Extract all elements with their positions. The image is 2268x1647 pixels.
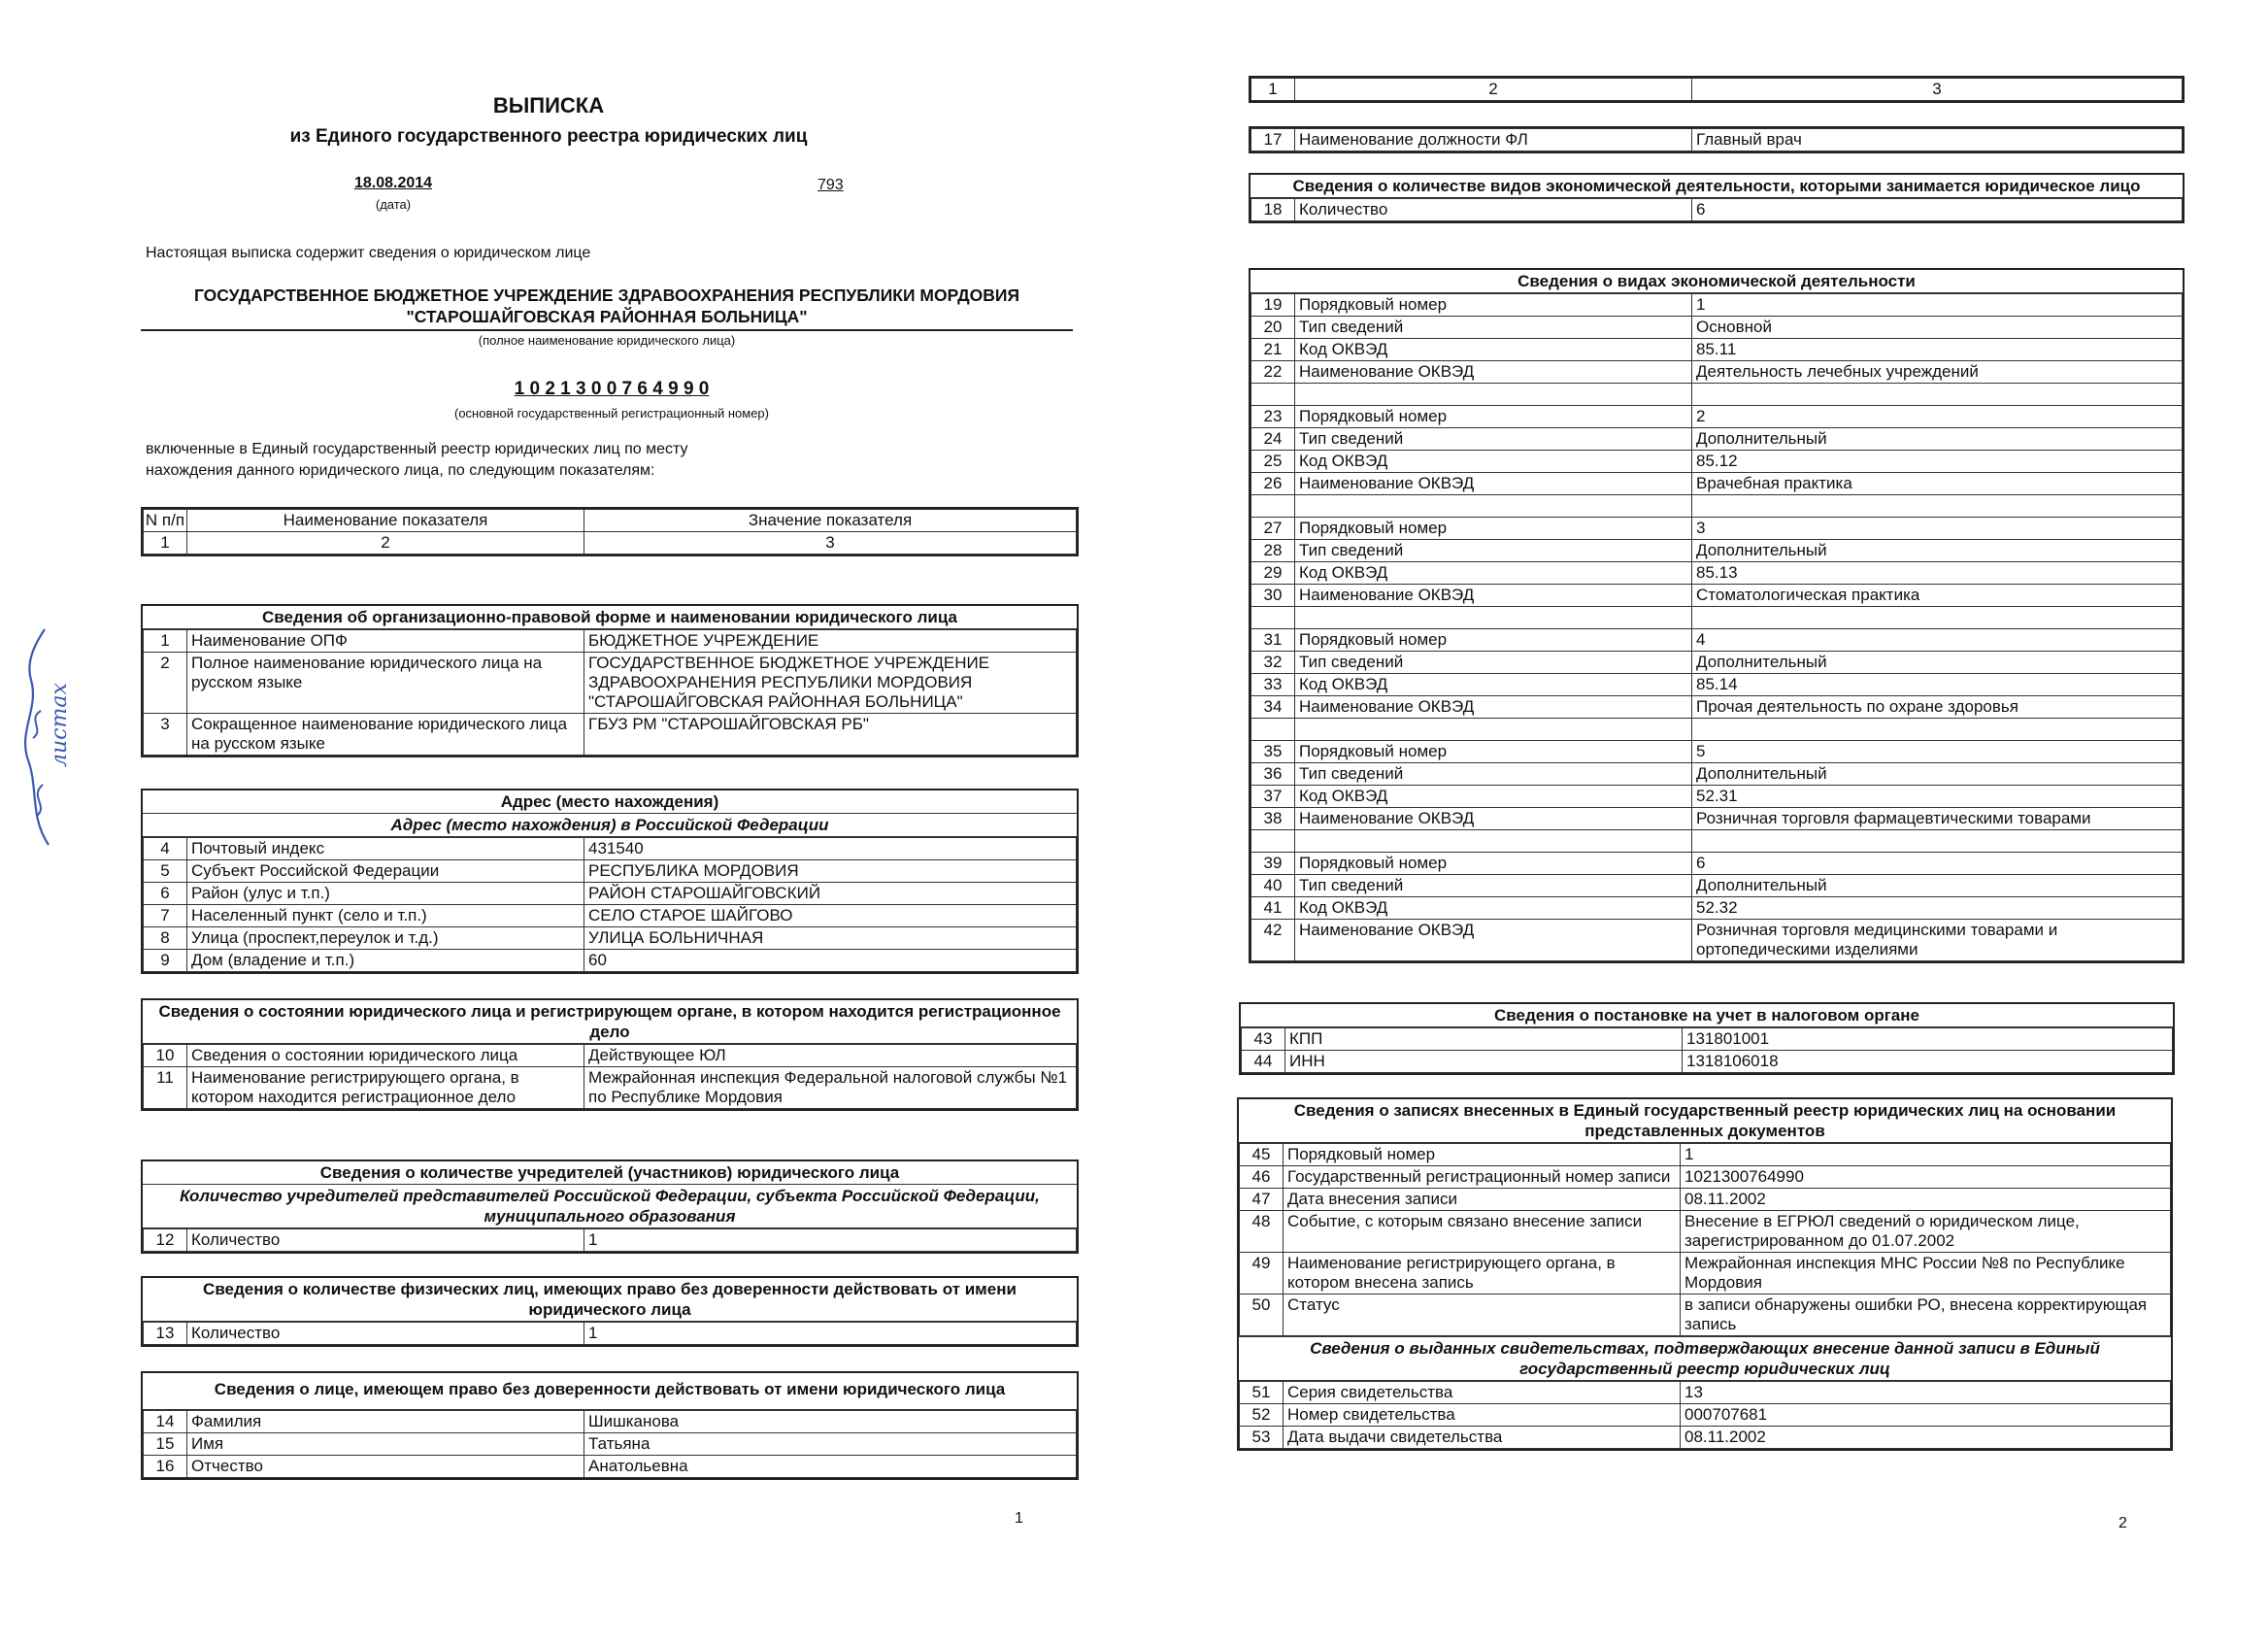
row-number: 17 bbox=[1251, 129, 1295, 151]
spacer-cell bbox=[1692, 719, 2183, 741]
section-activity-count bbox=[1249, 173, 2185, 223]
row-name: Код ОКВЭД bbox=[1295, 674, 1692, 696]
row-value: РЕСПУБЛИКА МОРДОВИЯ bbox=[584, 860, 1077, 883]
row-number: 43 bbox=[1242, 1028, 1285, 1051]
row-value: 08.11.2002 bbox=[1681, 1189, 2171, 1211]
row-value: 52.31 bbox=[1692, 786, 2183, 808]
table-row bbox=[1240, 1404, 2171, 1427]
row-number: 29 bbox=[1251, 562, 1295, 585]
row-number: 3 bbox=[144, 714, 187, 756]
row-name: Субъект Российской Федерации bbox=[187, 860, 584, 883]
section-title: Сведения о состоянии юридического лица и регистрирующем органе, в котором находится регистрационное дело bbox=[143, 1000, 1077, 1044]
row-name: Тип сведений bbox=[1295, 652, 1692, 674]
row-name: Наименование регистрирующего органа, в котором внесена запись bbox=[1284, 1253, 1681, 1294]
header-n: N п/п bbox=[144, 510, 187, 532]
row-value: 1 bbox=[1681, 1144, 2171, 1166]
header-value: Значение показателя bbox=[584, 510, 1077, 532]
row-number: 53 bbox=[1240, 1427, 1284, 1449]
row-number: 37 bbox=[1251, 786, 1295, 808]
row-name: Наименование ОКВЭД bbox=[1295, 585, 1692, 607]
intro-text: Настоящая выписка содержит сведения о юридическом лице bbox=[146, 245, 591, 261]
row-number: 5 bbox=[144, 860, 187, 883]
row-value: 85.12 bbox=[1692, 451, 2183, 473]
row-value: 13 bbox=[1681, 1382, 2171, 1404]
row-name: Наименование ОКВЭД bbox=[1295, 920, 1692, 961]
org-caption: (полное наименование юридического лица) bbox=[478, 333, 736, 348]
included-line1: включенные в Единый государственный реестр юридических лиц по месту bbox=[146, 441, 688, 457]
table-row bbox=[144, 927, 1077, 950]
row-number: 2 bbox=[144, 653, 187, 714]
row-value: 52.32 bbox=[1692, 897, 2183, 920]
section-title: Сведения о видах экономической деятельности bbox=[1251, 270, 2183, 293]
row-name: Код ОКВЭД bbox=[1295, 897, 1692, 920]
row-number: 26 bbox=[1251, 473, 1295, 495]
table-row bbox=[1251, 562, 2183, 585]
ogrn: 1 0 2 1 3 0 0 7 6 4 9 9 0 bbox=[514, 379, 710, 399]
row-name: Тип сведений bbox=[1295, 540, 1692, 562]
doc-title: ВЫПИСКА bbox=[492, 93, 605, 118]
table-row bbox=[144, 950, 1077, 972]
row-number: 46 bbox=[1240, 1166, 1284, 1189]
row-name: Порядковый номер bbox=[1295, 518, 1692, 540]
spacer-row bbox=[1251, 607, 2183, 629]
row-name: Порядковый номер bbox=[1295, 741, 1692, 763]
table-row bbox=[1251, 518, 2183, 540]
row-number: 13 bbox=[144, 1323, 187, 1345]
row-number: 34 bbox=[1251, 696, 1295, 719]
section-title: Сведения о лице, имеющем право без доверенности действовать от имени юридического лица bbox=[143, 1373, 1077, 1410]
row-name: Наименование должности ФЛ bbox=[1295, 129, 1692, 151]
row-number: 51 bbox=[1240, 1382, 1284, 1404]
doc-number: 793 bbox=[817, 177, 844, 193]
row-number: 15 bbox=[144, 1433, 187, 1456]
header-name: Наименование показателя bbox=[187, 510, 584, 532]
row-number: 35 bbox=[1251, 741, 1295, 763]
handwritten-text: листах bbox=[48, 683, 72, 767]
row-name: Почтовый индекс bbox=[187, 838, 584, 860]
activities-table bbox=[1251, 293, 2183, 961]
row-value: 1 bbox=[584, 1229, 1077, 1252]
spacer-cell bbox=[1295, 384, 1692, 406]
table-row bbox=[1251, 317, 2183, 339]
section-title: Сведения о постановке на учет в налоговом органе bbox=[1241, 1004, 2173, 1027]
table-row bbox=[1251, 741, 2183, 763]
table-row bbox=[144, 714, 1077, 756]
row-number: 39 bbox=[1251, 853, 1295, 875]
row-name: Количество bbox=[187, 1323, 584, 1345]
row-value: ГБУЗ РМ "СТАРОШАЙГОВСКАЯ РБ" bbox=[584, 714, 1077, 756]
row-value: РАЙОН СТАРОШАЙГОВСКИЙ bbox=[584, 883, 1077, 905]
row-name: Код ОКВЭД bbox=[1295, 786, 1692, 808]
row-value: Главный врач bbox=[1692, 129, 2183, 151]
row-value: 2 bbox=[1692, 406, 2183, 428]
row-number: 40 bbox=[1251, 875, 1295, 897]
table-row bbox=[1240, 1294, 2171, 1336]
row-value: 85.13 bbox=[1692, 562, 2183, 585]
doc-subtitle: из Единого государственного реестра юридических лиц bbox=[289, 126, 808, 147]
spacer-row bbox=[1251, 830, 2183, 853]
spacer-cell bbox=[1251, 719, 1295, 741]
row-value: Татьяна bbox=[584, 1433, 1077, 1456]
table-row bbox=[1240, 1189, 2171, 1211]
row-position bbox=[1249, 126, 2185, 153]
row-value: 4 bbox=[1692, 629, 2183, 652]
included-line2: нахождения данного юридического лица, по следующим показателям: bbox=[146, 462, 655, 479]
section-title: Сведения о количестве учредителей (участников) юридического лица bbox=[143, 1161, 1077, 1185]
table-row bbox=[144, 1456, 1077, 1478]
row-number: 7 bbox=[144, 905, 187, 927]
row-name: Государственный регистрационный номер записи bbox=[1284, 1166, 1681, 1189]
table-row bbox=[1251, 129, 2183, 151]
row-number: 6 bbox=[144, 883, 187, 905]
spacer-cell bbox=[1251, 384, 1295, 406]
section-state bbox=[141, 998, 1079, 1111]
row-name: Код ОКВЭД bbox=[1295, 562, 1692, 585]
spacer-cell bbox=[1692, 830, 2183, 853]
row-name: Сокращенное наименование юридического лица на русском языке bbox=[187, 714, 584, 756]
row-value: Дополнительный bbox=[1692, 428, 2183, 451]
table-row bbox=[1240, 1427, 2171, 1449]
row-name: Событие, с которым связано внесение записи bbox=[1284, 1211, 1681, 1253]
row-name: Район (улус и т.п.) bbox=[187, 883, 584, 905]
row-name: Порядковый номер bbox=[1284, 1144, 1681, 1166]
row-number: 24 bbox=[1251, 428, 1295, 451]
column-header-table bbox=[1249, 76, 2185, 103]
row-value: 85.14 bbox=[1692, 674, 2183, 696]
header-col-1: 1 bbox=[144, 532, 187, 555]
row-name: Код ОКВЭД bbox=[1295, 451, 1692, 473]
row-name: Наименование ОКВЭД bbox=[1295, 808, 1692, 830]
row-number: 20 bbox=[1251, 317, 1295, 339]
page-number: 2 bbox=[2118, 1515, 2127, 1531]
table-row bbox=[1251, 339, 2183, 361]
row-name: Сведения о состоянии юридического лица bbox=[187, 1045, 584, 1067]
row-value: ГОСУДАРСТВЕННОЕ БЮДЖЕТНОЕ УЧРЕЖДЕНИЕ ЗДРАВООХРАНЕНИЯ РЕСПУБЛИКИ МОРДОВИЯ "СТАРОШАЙГОВСКАЯ РАЙОННАЯ БОЛЬНИЦА" bbox=[584, 653, 1077, 714]
row-number: 1 bbox=[144, 630, 187, 653]
row-number: 21 bbox=[1251, 339, 1295, 361]
row-number: 42 bbox=[1251, 920, 1295, 961]
row-number: 31 bbox=[1251, 629, 1295, 652]
row-number: 18 bbox=[1251, 199, 1295, 221]
table-row bbox=[1251, 674, 2183, 696]
section-address bbox=[141, 789, 1079, 974]
row-value: 431540 bbox=[584, 838, 1077, 860]
row-value: Действующее ЮЛ bbox=[584, 1045, 1077, 1067]
row-name: Номер свидетельства bbox=[1284, 1404, 1681, 1427]
row-name: Порядковый номер bbox=[1295, 629, 1692, 652]
row-number: 48 bbox=[1240, 1211, 1284, 1253]
row-value: Межрайонная инспекция МНС России №8 по Республике Мордовия bbox=[1681, 1253, 2171, 1294]
row-number: 41 bbox=[1251, 897, 1295, 920]
table-row bbox=[1251, 585, 2183, 607]
row-name: Код ОКВЭД bbox=[1295, 339, 1692, 361]
row-value: БЮДЖЕТНОЕ УЧРЕЖДЕНИЕ bbox=[584, 630, 1077, 653]
org-name-line1: ГОСУДАРСТВЕННОЕ БЮДЖЕТНОЕ УЧРЕЖДЕНИЕ ЗДРАВООХРАНЕНИЯ РЕСПУБЛИКИ МОРДОВИЯ bbox=[193, 286, 1020, 305]
table-row bbox=[144, 1323, 1077, 1345]
row-name: Наименование ОКВЭД bbox=[1295, 696, 1692, 719]
section-activities bbox=[1249, 268, 2185, 963]
row-number: 47 bbox=[1240, 1189, 1284, 1211]
row-value: Дополнительный bbox=[1692, 763, 2183, 786]
row-name: КПП bbox=[1285, 1028, 1683, 1051]
row-name: Отчество bbox=[187, 1456, 584, 1478]
page-2 bbox=[1134, 0, 2268, 1647]
row-number: 30 bbox=[1251, 585, 1295, 607]
header-col-2: 2 bbox=[1295, 79, 1692, 101]
table-row bbox=[1251, 652, 2183, 674]
row-name: Количество bbox=[187, 1229, 584, 1252]
row-value: Шишканова bbox=[584, 1411, 1077, 1433]
row-name: Имя bbox=[187, 1433, 584, 1456]
table-row bbox=[1251, 897, 2183, 920]
section-title: Адрес (место нахождения) bbox=[143, 790, 1077, 814]
section-records bbox=[1237, 1097, 2173, 1451]
table-row bbox=[1251, 451, 2183, 473]
row-number: 9 bbox=[144, 950, 187, 972]
row-value: Розничная торговля медицинскими товарами и ортопедическими изделиями bbox=[1692, 920, 2183, 961]
row-value: УЛИЦА БОЛЬНИЧНАЯ bbox=[584, 927, 1077, 950]
table-row bbox=[1251, 294, 2183, 317]
row-number: 23 bbox=[1251, 406, 1295, 428]
spacer-cell bbox=[1692, 384, 2183, 406]
row-number: 8 bbox=[144, 927, 187, 950]
section-tax bbox=[1239, 1002, 2175, 1075]
table-row bbox=[144, 1433, 1077, 1456]
row-number: 49 bbox=[1240, 1253, 1284, 1294]
header-col-3: 3 bbox=[1692, 79, 2183, 101]
row-name: Тип сведений bbox=[1295, 763, 1692, 786]
table-row bbox=[1240, 1166, 2171, 1189]
row-number: 32 bbox=[1251, 652, 1295, 674]
table-row bbox=[144, 1411, 1077, 1433]
spacer-cell bbox=[1251, 495, 1295, 518]
spacer-cell bbox=[1692, 495, 2183, 518]
page-number: 1 bbox=[1015, 1510, 1023, 1527]
spacer-row bbox=[1251, 719, 2183, 741]
row-value: 6 bbox=[1692, 199, 2183, 221]
spacer-cell bbox=[1251, 830, 1295, 853]
org-name-line2: "СТАРОШАЙГОВСКАЯ РАЙОННАЯ БОЛЬНИЦА" bbox=[141, 307, 1073, 331]
spacer-row bbox=[1251, 495, 2183, 518]
row-name: Порядковый номер bbox=[1295, 853, 1692, 875]
table-row bbox=[1251, 875, 2183, 897]
row-value: Основной bbox=[1692, 317, 2183, 339]
row-value: 85.11 bbox=[1692, 339, 2183, 361]
section-founders bbox=[141, 1160, 1079, 1254]
row-number: 44 bbox=[1242, 1051, 1285, 1073]
section-person bbox=[141, 1371, 1079, 1480]
row-name: Тип сведений bbox=[1295, 875, 1692, 897]
row-number: 19 bbox=[1251, 294, 1295, 317]
table-row bbox=[1251, 473, 2183, 495]
row-name: Наименование регистрирующего органа, в котором находится регистрационное дело bbox=[187, 1067, 584, 1109]
row-value: Дополнительный bbox=[1692, 875, 2183, 897]
table-row bbox=[1242, 1051, 2173, 1073]
row-number: 16 bbox=[144, 1456, 187, 1478]
row-number: 28 bbox=[1251, 540, 1295, 562]
row-name: Порядковый номер bbox=[1295, 406, 1692, 428]
section-title: Сведения о количестве видов экономической деятельности, которыми занимается юридическое лицо bbox=[1251, 175, 2183, 198]
row-name: Дом (владение и т.п.) bbox=[187, 950, 584, 972]
table-row bbox=[1240, 1211, 2171, 1253]
row-name: Количество bbox=[1295, 199, 1692, 221]
row-name: Тип сведений bbox=[1295, 428, 1692, 451]
section-persons-count bbox=[141, 1276, 1079, 1347]
row-number: 10 bbox=[144, 1045, 187, 1067]
date-caption: (дата) bbox=[375, 197, 412, 212]
section-title: Сведения о количестве физических лиц, имеющих право без доверенности действовать от имени юридического лица bbox=[143, 1278, 1077, 1322]
table-row bbox=[1251, 853, 2183, 875]
row-value: 6 bbox=[1692, 853, 2183, 875]
header-col-3: 3 bbox=[584, 532, 1077, 555]
row-value: 1318106018 bbox=[1683, 1051, 2173, 1073]
handwritten-note bbox=[10, 622, 97, 855]
row-number: 25 bbox=[1251, 451, 1295, 473]
row-value: Дополнительный bbox=[1692, 540, 2183, 562]
spacer-cell bbox=[1251, 607, 1295, 629]
row-number: 38 bbox=[1251, 808, 1295, 830]
row-value: 131801001 bbox=[1683, 1028, 2173, 1051]
spacer-cell bbox=[1295, 607, 1692, 629]
row-value: Розничная торговля фармацевтическими товарами bbox=[1692, 808, 2183, 830]
row-value: СЕЛО СТАРОЕ ШАЙГОВО bbox=[584, 905, 1077, 927]
row-value: в записи обнаружены ошибки РО, внесена корректирующая запись bbox=[1681, 1294, 2171, 1336]
spacer-cell bbox=[1692, 607, 2183, 629]
row-name: Наименование ОКВЭД bbox=[1295, 361, 1692, 384]
column-header-table bbox=[141, 507, 1079, 556]
table-row bbox=[144, 838, 1077, 860]
row-value: 3 bbox=[1692, 518, 2183, 540]
row-number: 45 bbox=[1240, 1144, 1284, 1166]
table-row bbox=[144, 1045, 1077, 1067]
row-name: Статус bbox=[1284, 1294, 1681, 1336]
row-number: 12 bbox=[144, 1229, 187, 1252]
row-number: 4 bbox=[144, 838, 187, 860]
row-name: Серия свидетельства bbox=[1284, 1382, 1681, 1404]
section-legal-form bbox=[141, 604, 1079, 757]
row-value: 000707681 bbox=[1681, 1404, 2171, 1427]
row-value: 5 bbox=[1692, 741, 2183, 763]
row-number: 22 bbox=[1251, 361, 1295, 384]
row-value: Внесение в ЕГРЮЛ сведений о юридическом лице, зарегистрированном до 01.07.2002 bbox=[1681, 1211, 2171, 1253]
ogrn-caption: (основной государственный регистрационный номер) bbox=[453, 406, 769, 420]
row-value: Прочая деятельность по охране здоровья bbox=[1692, 696, 2183, 719]
table-row bbox=[144, 653, 1077, 714]
row-name: Дата внесения записи bbox=[1284, 1189, 1681, 1211]
row-value: 1 bbox=[584, 1323, 1077, 1345]
row-value: Дополнительный bbox=[1692, 652, 2183, 674]
section-subtitle: Адрес (место нахождения) в Российской Федерации bbox=[143, 814, 1077, 837]
row-value: Стоматологическая практика bbox=[1692, 585, 2183, 607]
section-title: Сведения об организационно-правовой форме и наименовании юридического лица bbox=[143, 606, 1077, 629]
row-value: 1021300764990 bbox=[1681, 1166, 2171, 1189]
table-row bbox=[1251, 786, 2183, 808]
row-number: 14 bbox=[144, 1411, 187, 1433]
row-value: Деятельность лечебных учреждений bbox=[1692, 361, 2183, 384]
spacer-cell bbox=[1295, 830, 1692, 853]
row-value: 08.11.2002 bbox=[1681, 1427, 2171, 1449]
row-number: 50 bbox=[1240, 1294, 1284, 1336]
table-row bbox=[1251, 428, 2183, 451]
row-name: Наименование ОКВЭД bbox=[1295, 473, 1692, 495]
row-number: 36 bbox=[1251, 763, 1295, 786]
row-name: Полное наименование юридического лица на русском языке bbox=[187, 653, 584, 714]
table-row bbox=[1251, 920, 2183, 961]
row-number: 33 bbox=[1251, 674, 1295, 696]
section-title: Сведения о записях внесенных в Единый государственный реестр юридических лиц на основании представленных документов bbox=[1239, 1099, 2171, 1143]
spacer-cell bbox=[1295, 719, 1692, 741]
table-row bbox=[1251, 629, 2183, 652]
row-name: Порядковый номер bbox=[1295, 294, 1692, 317]
row-number: 27 bbox=[1251, 518, 1295, 540]
row-value: Межрайонная инспекция Федеральной налоговой службы №1 по Республике Мордовия bbox=[584, 1067, 1077, 1109]
table-row bbox=[144, 1067, 1077, 1109]
table-row bbox=[1251, 763, 2183, 786]
spacer-cell bbox=[1295, 495, 1692, 518]
row-value: 1 bbox=[1692, 294, 2183, 317]
row-name: Фамилия bbox=[187, 1411, 584, 1433]
table-row bbox=[144, 630, 1077, 653]
section-subtitle: Сведения о выданных свидетельствах, подтверждающих внесение данной записи в Единый государственный реестр юридических лиц bbox=[1239, 1336, 2171, 1381]
table-row bbox=[144, 905, 1077, 927]
row-name: ИНН bbox=[1285, 1051, 1683, 1073]
row-name: Дата выдачи свидетельства bbox=[1284, 1427, 1681, 1449]
table-row bbox=[1251, 696, 2183, 719]
table-row bbox=[1251, 808, 2183, 830]
table-row bbox=[1240, 1253, 2171, 1294]
row-name: Населенный пункт (село и т.п.) bbox=[187, 905, 584, 927]
table-row bbox=[1240, 1144, 2171, 1166]
row-name: Наименование ОПФ bbox=[187, 630, 584, 653]
row-name: Тип сведений bbox=[1295, 317, 1692, 339]
header-col-2: 2 bbox=[187, 532, 584, 555]
table-row bbox=[144, 883, 1077, 905]
row-value: 60 bbox=[584, 950, 1077, 972]
table-row bbox=[1251, 361, 2183, 384]
table-row bbox=[1242, 1028, 2173, 1051]
table-row bbox=[1251, 199, 2183, 221]
table-row bbox=[1240, 1382, 2171, 1404]
table-row bbox=[144, 860, 1077, 883]
table-row bbox=[144, 1229, 1077, 1252]
header-col-1: 1 bbox=[1251, 79, 1295, 101]
section-subtitle: Количество учредителей представителей Российской Федерации, субъекта Российской Федерации, муниципального образования bbox=[143, 1185, 1077, 1228]
row-name: Улица (проспект,переулок и т.д.) bbox=[187, 927, 584, 950]
table-row bbox=[1251, 540, 2183, 562]
spacer-row bbox=[1251, 384, 2183, 406]
row-number: 52 bbox=[1240, 1404, 1284, 1427]
table-row bbox=[1251, 406, 2183, 428]
row-number: 11 bbox=[144, 1067, 187, 1109]
doc-date: 18.08.2014 bbox=[353, 175, 433, 191]
row-value: Анатольевна bbox=[584, 1456, 1077, 1478]
row-value: Врачебная практика bbox=[1692, 473, 2183, 495]
